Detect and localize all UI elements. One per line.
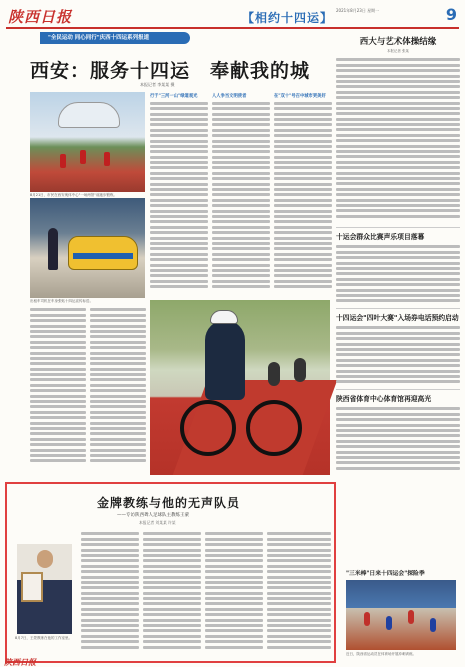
column-subhead: 在"双十"号召中城市更美好 <box>274 94 326 99</box>
photo1-caption: 8月21日，市民在西安奥体中心"一场两馆"前跑步锻炼。 <box>30 193 117 197</box>
feature-byline: 本报记者 刘某某 许某 <box>139 520 176 525</box>
cyclist-figure <box>205 320 245 400</box>
feature-title: 金牌教练与他的无声队员 <box>97 496 241 510</box>
portrait-frame <box>21 572 43 602</box>
coach-head <box>37 550 53 568</box>
newspaper-logo: 陕西日报 <box>8 8 73 26</box>
sports-training-photo <box>346 580 456 650</box>
driver-figure <box>48 228 58 270</box>
coach-photo-caption: 8月7日，王蒙教练在他的工作室里。 <box>15 636 72 640</box>
footer-logo: 陕西日报 <box>4 657 36 667</box>
article-title: 陕西省体育中心体育馆再迎高光 <box>336 395 432 403</box>
cycling-photo <box>150 300 330 475</box>
article-column-4 <box>30 306 86 478</box>
bike-wheel <box>180 400 236 456</box>
article-body <box>336 56 460 224</box>
column-subhead: 行于"三河一山"绿道观光 <box>150 94 198 99</box>
article-column-3 <box>274 92 332 297</box>
dateline: 2021年8月23日 星期一 <box>336 8 380 13</box>
article-title: 十运会群众比赛声乐项目落幕 <box>336 233 425 241</box>
article-title: 十四运会"四叶大赛"入场券电话预约启动 <box>336 314 459 322</box>
feature-article-box <box>5 482 336 663</box>
runner-figure <box>60 154 66 168</box>
stadium-shape <box>58 102 120 128</box>
article-column-5 <box>90 306 146 478</box>
page-number: 9 <box>445 5 457 24</box>
athlete-figure <box>430 618 436 632</box>
feature-subtitle: ——专访陕西聋人足球队主教练王蒙 <box>117 513 189 518</box>
athlete-figure <box>364 612 370 626</box>
article-body <box>336 243 460 305</box>
photo-header: "三米棒"日来十四运会"探险季 <box>346 571 425 577</box>
runner-figure <box>80 150 86 164</box>
stadium-running-photo <box>30 92 145 192</box>
athlete-figure <box>408 610 414 624</box>
cyclist-figure <box>294 358 306 382</box>
masthead <box>6 3 459 29</box>
article-byline: 本报记者 张某 <box>386 49 410 53</box>
runner-figure <box>104 152 110 166</box>
article-body <box>336 324 460 386</box>
main-byline: 本报记者 李某某 摄 <box>140 82 175 87</box>
topic-banner: "全民运动 同心同行"庆西十四运系列报道 <box>40 32 190 44</box>
bike-wheel <box>246 400 302 456</box>
sports-photo-caption: 近日，陕西省运动员在体育场开展冲刺训练。 <box>346 652 416 656</box>
article-title: 西大与艺术体操结缘 <box>359 37 437 47</box>
section-title: 【相约十四运】 <box>242 11 334 25</box>
taxi-shape <box>68 236 138 270</box>
taxi-photo <box>30 198 145 298</box>
photo2-caption: 出租车司机在车身张贴十四运宣传标语。 <box>30 299 93 303</box>
article-body <box>336 405 460 473</box>
right-column <box>336 32 460 473</box>
feature-column-2 <box>143 530 201 660</box>
helmet-shape <box>210 310 238 324</box>
feature-column-1 <box>81 530 139 660</box>
main-headline: 西安：服务十四运 奉献我的城 <box>30 60 311 82</box>
coach-photo <box>17 544 72 634</box>
article-column-2 <box>212 92 270 297</box>
feature-column-3 <box>205 530 263 660</box>
article-column-1 <box>150 92 208 297</box>
column-subhead: 人人争当文明使者 <box>212 94 247 99</box>
feature-column-4 <box>267 530 331 660</box>
athlete-figure <box>386 616 392 630</box>
cyclist-figure <box>268 362 280 386</box>
